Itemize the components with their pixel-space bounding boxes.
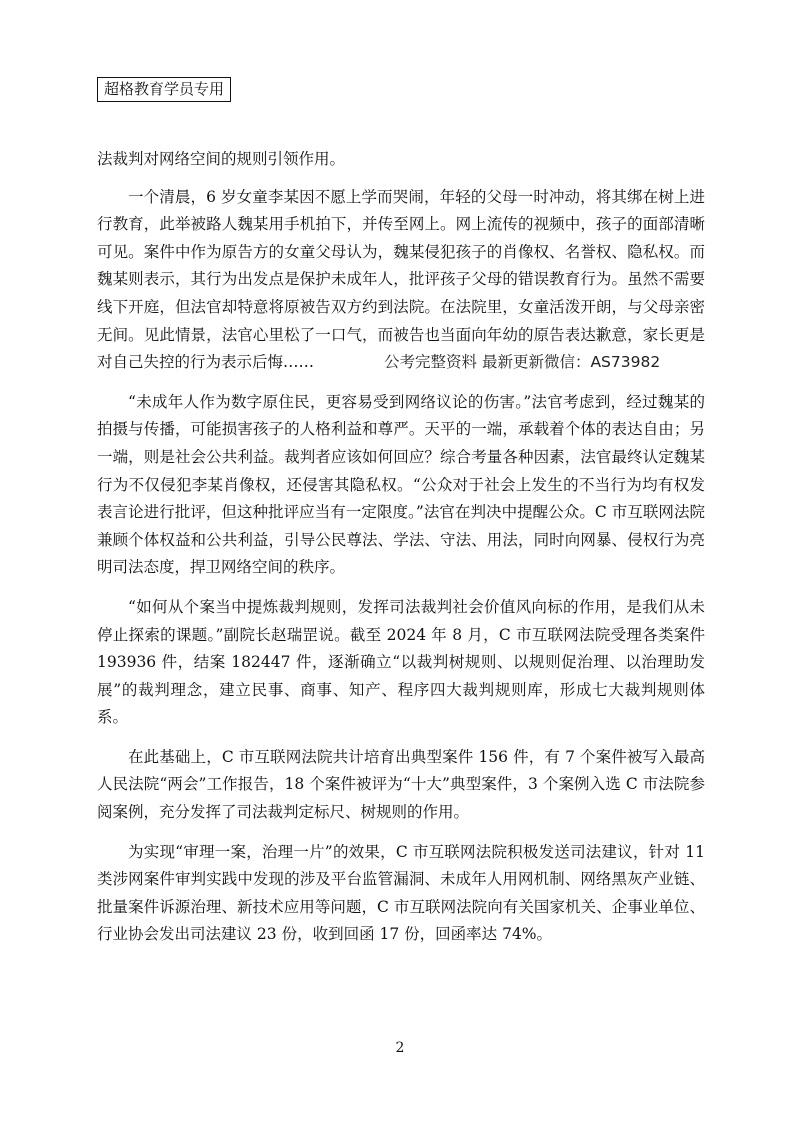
paragraph-judge-quote: “未成年人作为数字原住民，更容易受到网络议论的伤害。”法官考虑到，经过魏某的拍摄与传播，可能损害孩子的人格利益和尊严。天平的一端，承载着个体的表达自由；另一端，则是社会公共利益。裁判者应该如何回应？综合考量各种因素，法官最终认定魏某行为不仅侵犯李某肖像权，还侵害其隐私权。“公众对于社会上发生的不当行为均有权发表言论进行批评，但这种批评应当有一定限度。”法官在判决中提醒公众。C 市互联网法院兼顾个体权益和公共利益，引导公民尊法、学法、守法、用法，同时向网暴、侵权行为亮明司法态度，捍卫网络空间的秩序。 — [97, 392, 705, 577]
header-label: 超格教育学员专用 — [104, 80, 225, 98]
page-number: 2 — [395, 1040, 405, 1056]
header-label-box — [97, 77, 231, 102]
paragraph-judicial-advice: 为实现“审理一案，治理一片”的效果，C 市互联网法院积极发送司法建议，针对 11 类涉网案件审判实践中发现的涉及平台监管漏洞、未成年人用网机制、网络黑灰产业链、批量案件诉源治理、新技术应用等问题，C 市互联网法院向有关国家机关、企事业单位、行业协会发出司法建议 23 份，收到回函 17 份，回函率达 74%。 — [97, 842, 705, 944]
paragraph-rules: “如何从个案当中提炼裁判规则，发挥司法裁判社会价值风向标的作用，是我们从未停止探索的课题。”副院长赵瑞罡说。截至 2024 年 8 月，C 市互联网法院受理各类案件 193936 件，结案 182447 件，逐渐确立“以裁判树规则、以规则促治理、以治理助发展”的裁判理念，建立民事、商事、知产、程序四大裁判规则库，形成七大裁判规则体系。 — [97, 597, 705, 727]
paragraph-continued: 法裁判对网络空间的规则引领作用。 — [97, 150, 346, 168]
article-body — [97, 146, 705, 949]
watermark-text: 公考完整资料 最新更新微信：AS73982 — [384, 353, 661, 372]
paragraph-case-story: 一个清晨，6 岁女童李某因不愿上学而哭闹，年轻的父母一时冲动，将其绑在树上进行教育，此举被路人魏某用手机拍下，并传至网上。网上流传的视频中，孩子的面部清晰可见。案件中作为原告方的女童父母认为，魏某侵犯孩子的肖像权、名誉权、隐私权。而魏某则表示，其行为出发点是保护未成年人，批评孩子父母的错误教育行为。虽然不需要线下开庭，但法官却特意将原被告双方约到法院。在法院里，女童活泼开朗，与父母亲密无间。见此情景，法官心里松了一口气，而被告也当面向年幼的原告表达歉意，家长更是对自己失控的行为表示后悔…… 公考完整资料 最新更新微信：AS73982 — [97, 184, 705, 377]
paragraph-typical-cases: 在此基础上，C 市互联网法院共计培育出典型案件 156 件，有 7 个案件被写入最高人民法院“两会”工作报告，18 个案件被评为“十大”典型案件，3 个案例入选 C 市法院参阅案例，充分发挥了司法裁判定标尺、树规则的作用。 — [97, 747, 705, 822]
